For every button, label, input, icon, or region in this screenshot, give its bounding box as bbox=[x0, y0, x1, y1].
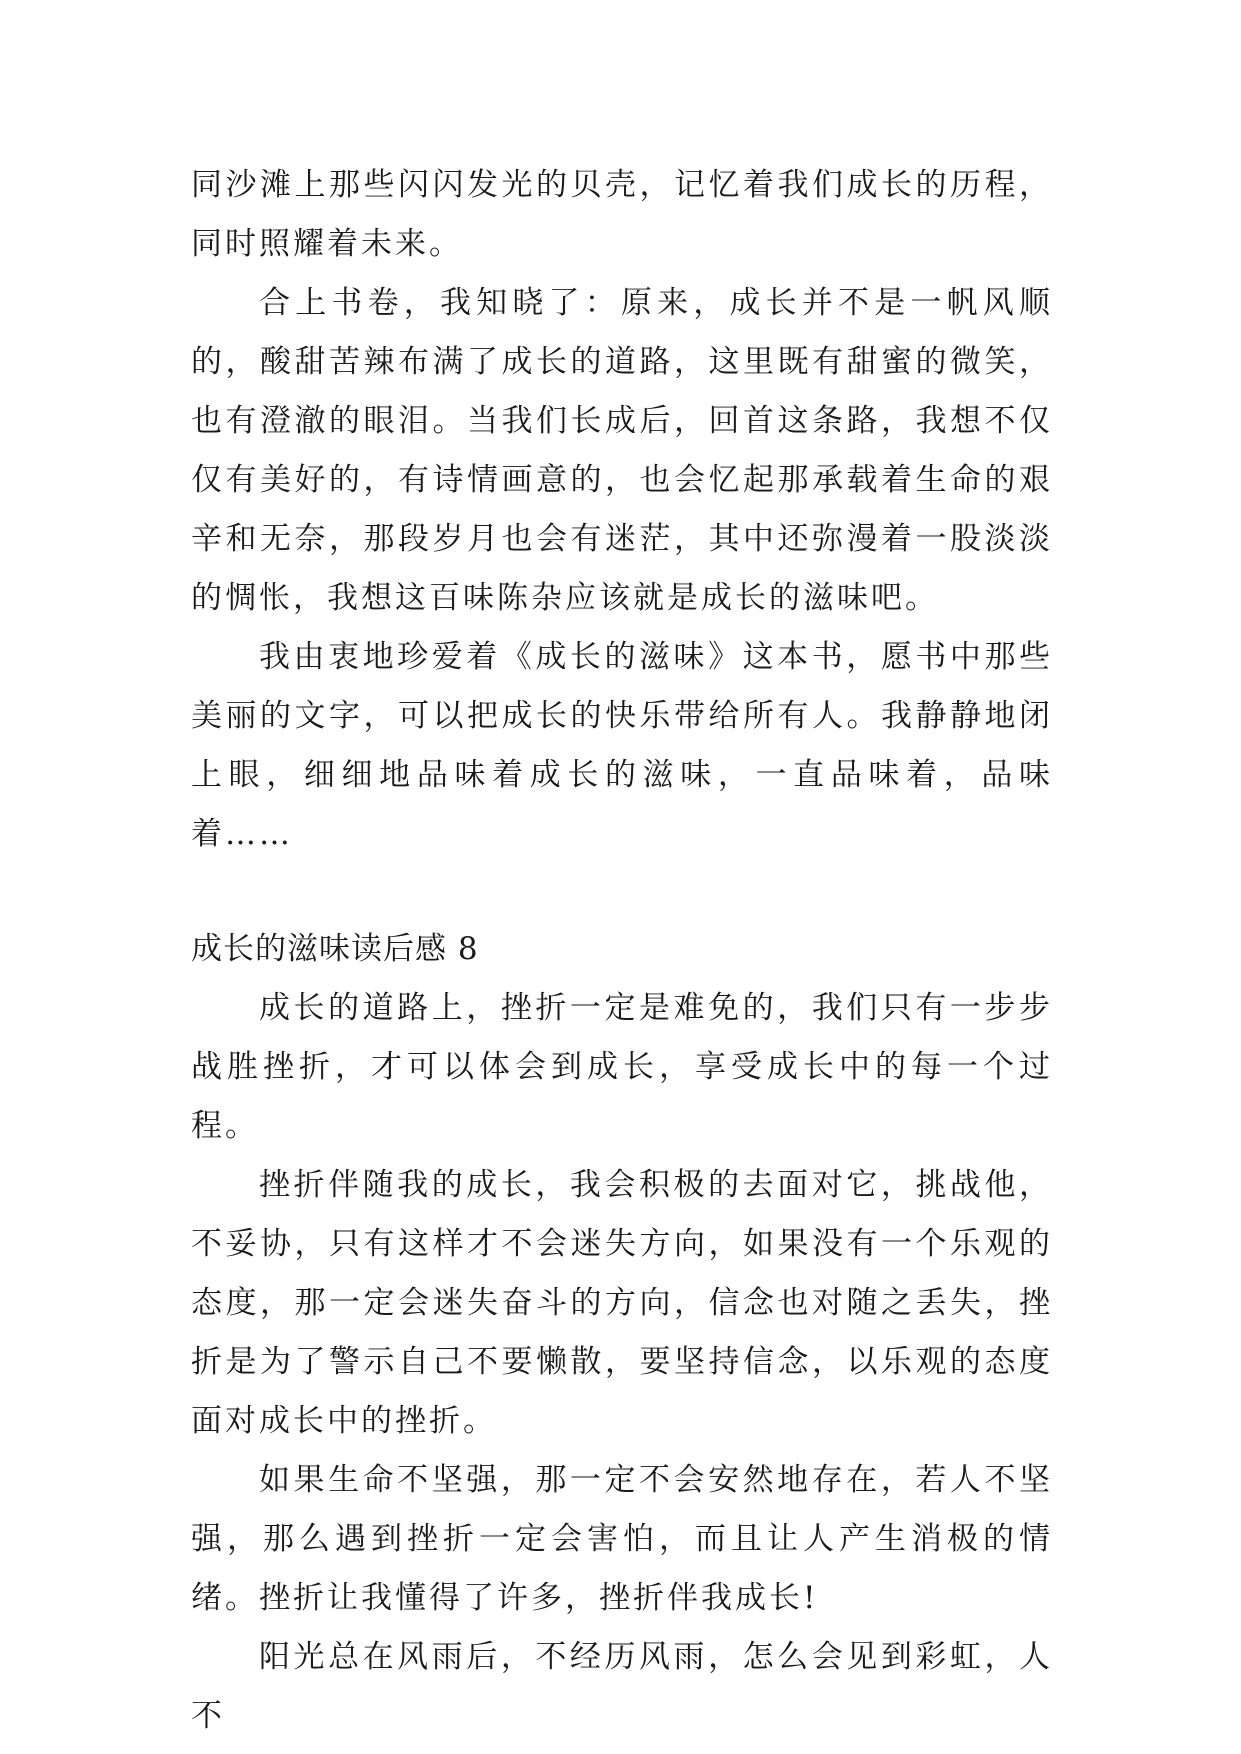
paragraph-closing-book: 合上书卷，我知晓了：原来，成长并不是一帆风顺的，酸甜苦辣布满了成长的道路，这里既有甜蜜的微笑，也有澄澈的眼泪。当我们长成后，回首这条路，我想不仅仅有美好的，有诗情画意的，也会忆起那承载着生命的艰辛和无奈，那段岁月也会有迷茫，其中还弥漫着一股淡淡的惆怅，我想这百味陈杂应该就是成长的滋味吧。 bbox=[191, 285, 1053, 616]
paragraph-sunshine: 阳光总在风雨后，不经历风雨，怎么会见到彩虹，人不 bbox=[191, 1639, 1053, 1734]
section-gap bbox=[191, 864, 1053, 920]
paragraph-setbacks: 挫折伴随我的成长，我会积极的去面对它，挑战他，不妥协，只有这样才不会迷失方向，如果没有一个乐观的态度，那一定会迷失奋斗的方向，信念也对随之丢失，挫折是为了警示自己不要懒散，要坚持信念，以乐观的态度面对成长中的挫折。 bbox=[191, 1167, 1053, 1439]
document-body bbox=[191, 156, 1053, 1746]
paragraph-growth-road: 成长的道路上，挫折一定是难免的，我们只有一步步战胜挫折，才可以体会到成长，享受成长中的每一个过程。 bbox=[191, 990, 1053, 1144]
paragraph-cherish-book: 我由衷地珍爱着《成长的滋味》这本书，愿书中那些美丽的文字，可以把成长的快乐带给所有人。我静静地闭上眼，细细地品味着成长的滋味，一直品味着，品味着…… bbox=[191, 639, 1053, 852]
section-title: 成长的滋味读后感 8 bbox=[191, 931, 479, 967]
paragraph-shell-memory: 同沙滩上那些闪闪发光的贝壳，记忆着我们成长的历程，同时照耀着未来。 bbox=[191, 167, 1053, 262]
paragraph-strength: 如果生命不坚强，那一定不会安然地存在，若人不坚强，那么遇到挫折一定会害怕，而且让人产生消极的情绪。挫折让我懂得了许多，挫折伴我成长! bbox=[191, 1462, 1053, 1616]
